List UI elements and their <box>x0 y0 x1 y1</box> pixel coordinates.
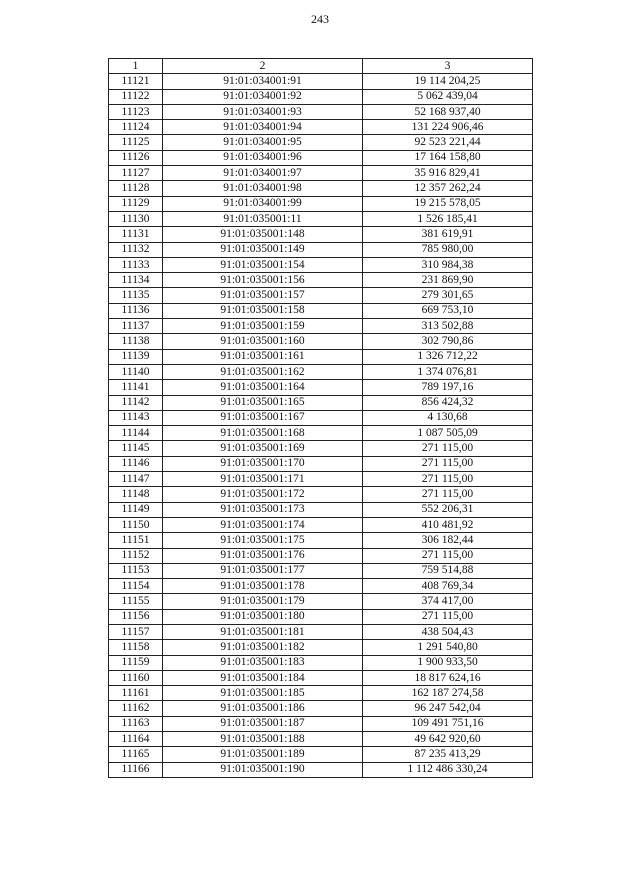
row-number-cell: 11146 <box>109 456 163 471</box>
value-cell: 96 247 542,04 <box>363 701 533 716</box>
cadastral-number-cell: 91:01:035001:171 <box>163 472 363 487</box>
row-number-cell: 11150 <box>109 517 163 532</box>
value-cell: 408 769,34 <box>363 579 533 594</box>
cadastral-number-cell: 91:01:035001:182 <box>163 640 363 655</box>
cadastral-number-cell: 91:01:035001:169 <box>163 441 363 456</box>
row-number-cell: 11159 <box>109 655 163 670</box>
table-row <box>109 395 533 410</box>
value-cell: 271 115,00 <box>363 456 533 471</box>
value-cell: 5 062 439,04 <box>363 89 533 104</box>
table-row <box>109 303 533 318</box>
value-cell: 381 619,91 <box>363 227 533 242</box>
value-cell: 12 357 262,24 <box>363 181 533 196</box>
value-cell: 19 215 578,05 <box>363 196 533 211</box>
row-number-cell: 11122 <box>109 89 163 104</box>
cadastral-number-cell: 91:01:035001:11 <box>163 211 363 226</box>
value-cell: 374 417,00 <box>363 594 533 609</box>
cadastral-number-cell: 91:01:034001:93 <box>163 104 363 119</box>
table-row <box>109 426 533 441</box>
cadastral-number-cell: 91:01:035001:190 <box>163 762 363 777</box>
row-number-cell: 11127 <box>109 166 163 181</box>
cadastral-number-cell: 91:01:034001:96 <box>163 150 363 165</box>
value-cell: 271 115,00 <box>363 609 533 624</box>
cadastral-number-cell: 91:01:035001:157 <box>163 288 363 303</box>
row-number-cell: 11147 <box>109 472 163 487</box>
table-row <box>109 655 533 670</box>
table-row <box>109 242 533 257</box>
table-row <box>109 74 533 89</box>
table-row <box>109 104 533 119</box>
row-number-cell: 11153 <box>109 563 163 578</box>
header-row <box>109 59 533 74</box>
table-row <box>109 288 533 303</box>
row-number-cell: 11155 <box>109 594 163 609</box>
cadastral-number-cell: 91:01:035001:175 <box>163 533 363 548</box>
cadastral-number-cell: 91:01:035001:154 <box>163 257 363 272</box>
table-row <box>109 548 533 563</box>
value-cell: 785 980,00 <box>363 242 533 257</box>
cadastral-number-cell: 91:01:035001:188 <box>163 732 363 747</box>
table-row <box>109 716 533 731</box>
table-row <box>109 135 533 150</box>
value-cell: 52 168 937,40 <box>363 104 533 119</box>
row-number-cell: 11161 <box>109 686 163 701</box>
row-number-cell: 11164 <box>109 732 163 747</box>
row-number-cell: 11151 <box>109 533 163 548</box>
row-number-cell: 11128 <box>109 181 163 196</box>
row-number-cell: 11136 <box>109 303 163 318</box>
table-row <box>109 349 533 364</box>
cadastral-number-cell: 91:01:035001:161 <box>163 349 363 364</box>
row-number-cell: 11139 <box>109 349 163 364</box>
cadastral-number-cell: 91:01:035001:149 <box>163 242 363 257</box>
value-cell: 49 642 920,60 <box>363 732 533 747</box>
value-cell: 302 790,86 <box>363 334 533 349</box>
table-row <box>109 380 533 395</box>
row-number-cell: 11154 <box>109 579 163 594</box>
row-number-cell: 11126 <box>109 150 163 165</box>
row-number-cell: 11143 <box>109 410 163 425</box>
table-row <box>109 456 533 471</box>
row-number-cell: 11129 <box>109 196 163 211</box>
table-row <box>109 487 533 502</box>
cadastral-number-cell: 91:01:035001:185 <box>163 686 363 701</box>
value-cell: 1 087 505,09 <box>363 426 533 441</box>
value-cell: 759 514,88 <box>363 563 533 578</box>
table-row <box>109 211 533 226</box>
cadastral-number-cell: 91:01:034001:99 <box>163 196 363 211</box>
table-row <box>109 686 533 701</box>
row-number-cell: 11162 <box>109 701 163 716</box>
value-cell: 1 112 486 330,24 <box>363 762 533 777</box>
row-number-cell: 11140 <box>109 364 163 379</box>
table-row <box>109 441 533 456</box>
table-row <box>109 257 533 272</box>
value-cell: 552 206,31 <box>363 502 533 517</box>
cadastral-number-cell: 91:01:035001:186 <box>163 701 363 716</box>
cadastral-number-cell: 91:01:035001:156 <box>163 273 363 288</box>
row-number-cell: 11121 <box>109 74 163 89</box>
column-header-2: 2 <box>163 59 363 74</box>
value-cell: 19 114 204,25 <box>363 74 533 89</box>
table-row <box>109 472 533 487</box>
column-header-1: 1 <box>109 59 163 74</box>
cadastral-number-cell: 91:01:034001:92 <box>163 89 363 104</box>
row-number-cell: 11163 <box>109 716 163 731</box>
row-number-cell: 11160 <box>109 670 163 685</box>
value-cell: 17 164 158,80 <box>363 150 533 165</box>
row-number-cell: 11165 <box>109 747 163 762</box>
table-row <box>109 732 533 747</box>
row-number-cell: 11141 <box>109 380 163 395</box>
row-number-cell: 11142 <box>109 395 163 410</box>
table-row <box>109 517 533 532</box>
value-cell: 18 817 624,16 <box>363 670 533 685</box>
page-number: 243 <box>311 12 329 26</box>
value-cell: 789 197,16 <box>363 380 533 395</box>
table-header <box>109 59 533 74</box>
cadastral-number-cell: 91:01:035001:189 <box>163 747 363 762</box>
cadastral-number-cell: 91:01:035001:148 <box>163 227 363 242</box>
value-cell: 271 115,00 <box>363 472 533 487</box>
cadastral-number-cell: 91:01:035001:176 <box>163 548 363 563</box>
cadastral-number-cell: 91:01:034001:97 <box>163 166 363 181</box>
cadastral-number-cell: 91:01:035001:179 <box>163 594 363 609</box>
row-number-cell: 11123 <box>109 104 163 119</box>
row-number-cell: 11157 <box>109 624 163 639</box>
row-number-cell: 11152 <box>109 548 163 563</box>
value-cell: 271 115,00 <box>363 441 533 456</box>
table-row <box>109 579 533 594</box>
registry-table <box>108 58 533 778</box>
cadastral-number-cell: 91:01:034001:95 <box>163 135 363 150</box>
value-cell: 856 424,32 <box>363 395 533 410</box>
cadastral-number-cell: 91:01:035001:181 <box>163 624 363 639</box>
cadastral-number-cell: 91:01:034001:94 <box>163 120 363 135</box>
row-number-cell: 11130 <box>109 211 163 226</box>
column-header-3: 3 <box>363 59 533 74</box>
cadastral-number-cell: 91:01:035001:165 <box>163 395 363 410</box>
cadastral-number-cell: 91:01:035001:170 <box>163 456 363 471</box>
cadastral-number-cell: 91:01:035001:178 <box>163 579 363 594</box>
value-cell: 4 130,68 <box>363 410 533 425</box>
value-cell: 1 374 076,81 <box>363 364 533 379</box>
cadastral-number-cell: 91:01:035001:160 <box>163 334 363 349</box>
table-row <box>109 227 533 242</box>
table-row <box>109 410 533 425</box>
row-number-cell: 11137 <box>109 319 163 334</box>
table-row <box>109 166 533 181</box>
table-row <box>109 747 533 762</box>
value-cell: 87 235 413,29 <box>363 747 533 762</box>
table-row <box>109 150 533 165</box>
row-number-cell: 11158 <box>109 640 163 655</box>
cadastral-number-cell: 91:01:035001:159 <box>163 319 363 334</box>
cadastral-number-cell: 91:01:035001:172 <box>163 487 363 502</box>
cadastral-number-cell: 91:01:035001:184 <box>163 670 363 685</box>
table-row <box>109 762 533 777</box>
row-number-cell: 11148 <box>109 487 163 502</box>
row-number-cell: 11166 <box>109 762 163 777</box>
cadastral-number-cell: 91:01:035001:168 <box>163 426 363 441</box>
row-number-cell: 11131 <box>109 227 163 242</box>
value-cell: 162 187 274,58 <box>363 686 533 701</box>
row-number-cell: 11138 <box>109 334 163 349</box>
table-row <box>109 624 533 639</box>
row-number-cell: 11149 <box>109 502 163 517</box>
table-row <box>109 273 533 288</box>
table-body <box>109 74 533 778</box>
cadastral-number-cell: 91:01:034001:98 <box>163 181 363 196</box>
value-cell: 131 224 906,46 <box>363 120 533 135</box>
value-cell: 109 491 751,16 <box>363 716 533 731</box>
row-number-cell: 11144 <box>109 426 163 441</box>
table-row <box>109 533 533 548</box>
cadastral-number-cell: 91:01:035001:180 <box>163 609 363 624</box>
cadastral-number-cell: 91:01:035001:164 <box>163 380 363 395</box>
value-cell: 1 526 185,41 <box>363 211 533 226</box>
table-row <box>109 196 533 211</box>
value-cell: 438 504,43 <box>363 624 533 639</box>
value-cell: 231 869,90 <box>363 273 533 288</box>
value-cell: 1 900 933,50 <box>363 655 533 670</box>
table-row <box>109 594 533 609</box>
row-number-cell: 11125 <box>109 135 163 150</box>
value-cell: 92 523 221,44 <box>363 135 533 150</box>
table-row <box>109 609 533 624</box>
cadastral-number-cell: 91:01:035001:183 <box>163 655 363 670</box>
value-cell: 310 984,38 <box>363 257 533 272</box>
cadastral-number-cell: 91:01:035001:158 <box>163 303 363 318</box>
value-cell: 1 326 712,22 <box>363 349 533 364</box>
cadastral-number-cell: 91:01:035001:174 <box>163 517 363 532</box>
row-number-cell: 11135 <box>109 288 163 303</box>
value-cell: 306 182,44 <box>363 533 533 548</box>
table-row <box>109 319 533 334</box>
row-number-cell: 11133 <box>109 257 163 272</box>
row-number-cell: 11156 <box>109 609 163 624</box>
cadastral-number-cell: 91:01:035001:162 <box>163 364 363 379</box>
row-number-cell: 11132 <box>109 242 163 257</box>
cadastral-number-cell: 91:01:035001:173 <box>163 502 363 517</box>
table-row <box>109 563 533 578</box>
value-cell: 1 291 540,80 <box>363 640 533 655</box>
row-number-cell: 11145 <box>109 441 163 456</box>
table-row <box>109 502 533 517</box>
cadastral-number-cell: 91:01:035001:167 <box>163 410 363 425</box>
value-cell: 271 115,00 <box>363 487 533 502</box>
table-row <box>109 120 533 135</box>
cadastral-number-cell: 91:01:034001:91 <box>163 74 363 89</box>
row-number-cell: 11134 <box>109 273 163 288</box>
value-cell: 271 115,00 <box>363 548 533 563</box>
table-row <box>109 640 533 655</box>
table-row <box>109 364 533 379</box>
table-row <box>109 89 533 104</box>
value-cell: 669 753,10 <box>363 303 533 318</box>
row-number-cell: 11124 <box>109 120 163 135</box>
value-cell: 35 916 829,41 <box>363 166 533 181</box>
value-cell: 313 502,88 <box>363 319 533 334</box>
table-row <box>109 334 533 349</box>
table-row <box>109 181 533 196</box>
value-cell: 410 481,92 <box>363 517 533 532</box>
value-cell: 279 301,65 <box>363 288 533 303</box>
table-row <box>109 701 533 716</box>
cadastral-number-cell: 91:01:035001:177 <box>163 563 363 578</box>
table-row <box>109 670 533 685</box>
cadastral-number-cell: 91:01:035001:187 <box>163 716 363 731</box>
